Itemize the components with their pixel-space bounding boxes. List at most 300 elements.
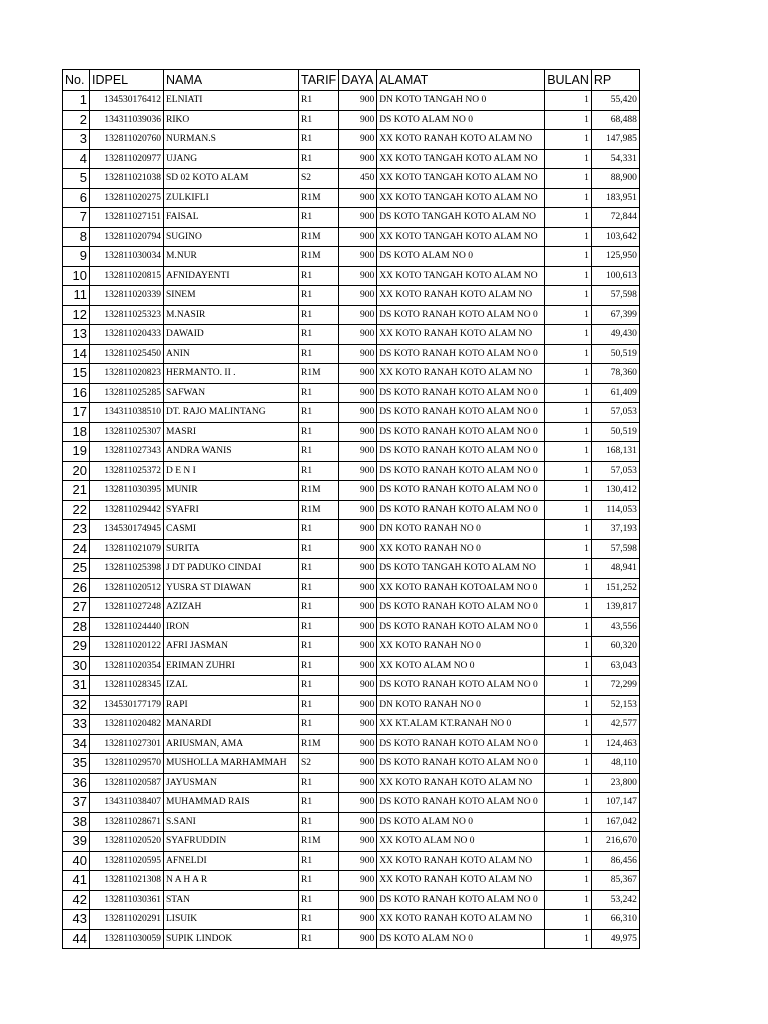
cell-tarif: R1	[299, 578, 339, 598]
cell-no: 23	[63, 520, 90, 540]
cell-no: 27	[63, 598, 90, 618]
cell-nama: S.SANI	[164, 812, 299, 832]
cell-bulan: 1	[545, 169, 592, 189]
cell-tarif: R1	[299, 286, 339, 306]
cell-tarif: R1	[299, 617, 339, 637]
cell-rp: 107,147	[591, 793, 639, 813]
table-row	[63, 188, 640, 208]
cell-bulan: 1	[545, 188, 592, 208]
cell-bulan: 1	[545, 500, 592, 520]
cell-no: 21	[63, 481, 90, 501]
table-row	[63, 773, 640, 793]
cell-bulan: 1	[545, 734, 592, 754]
cell-bulan: 1	[545, 227, 592, 247]
table-row	[63, 890, 640, 910]
cell-no: 37	[63, 793, 90, 813]
table-row	[63, 559, 640, 579]
cell-rp: 125,950	[591, 247, 639, 267]
cell-tarif: S2	[299, 754, 339, 774]
table-row	[63, 344, 640, 364]
cell-bulan: 1	[545, 442, 592, 462]
table-row	[63, 227, 640, 247]
cell-alamat: DS KOTO RANAH KOTO ALAM NO 0	[377, 734, 545, 754]
cell-daya: 900	[339, 188, 377, 208]
cell-bulan: 1	[545, 110, 592, 130]
cell-rp: 72,844	[591, 208, 639, 228]
cell-tarif: R1	[299, 403, 339, 423]
cell-bulan: 1	[545, 325, 592, 345]
cell-tarif: R1	[299, 325, 339, 345]
cell-tarif: R1M	[299, 188, 339, 208]
cell-rp: 52,153	[591, 695, 639, 715]
cell-tarif: R1	[299, 676, 339, 696]
cell-tarif: R1	[299, 130, 339, 150]
cell-alamat: DS KOTO RANAH KOTO ALAM NO 0	[377, 890, 545, 910]
cell-daya: 900	[339, 617, 377, 637]
cell-idpel: 134530174945	[90, 520, 164, 540]
cell-daya: 900	[339, 734, 377, 754]
cell-bulan: 1	[545, 656, 592, 676]
cell-no: 35	[63, 754, 90, 774]
cell-nama: AZIZAH	[164, 598, 299, 618]
cell-no: 20	[63, 461, 90, 481]
cell-rp: 43,556	[591, 617, 639, 637]
cell-idpel: 134311038407	[90, 793, 164, 813]
cell-no: 19	[63, 442, 90, 462]
table-row	[63, 637, 640, 657]
cell-bulan: 1	[545, 929, 592, 949]
cell-bulan: 1	[545, 344, 592, 364]
cell-no: 39	[63, 832, 90, 852]
cell-idpel: 132811021038	[90, 169, 164, 189]
table-row	[63, 403, 640, 423]
cell-bulan: 1	[545, 773, 592, 793]
cell-tarif: R1	[299, 383, 339, 403]
cell-nama: SURITA	[164, 539, 299, 559]
cell-nama: HERMANTO. II .	[164, 364, 299, 384]
cell-daya: 900	[339, 637, 377, 657]
cell-alamat: DS KOTO RANAH KOTO ALAM NO 0	[377, 403, 545, 423]
cell-tarif: R1	[299, 442, 339, 462]
cell-tarif: R1M	[299, 832, 339, 852]
cell-idpel: 132811020823	[90, 364, 164, 384]
cell-nama: SD 02 KOTO ALAM	[164, 169, 299, 189]
cell-daya: 900	[339, 773, 377, 793]
table-row	[63, 539, 640, 559]
cell-bulan: 1	[545, 832, 592, 852]
cell-alamat: DS KOTO RANAH KOTO ALAM NO 0	[377, 305, 545, 325]
cell-idpel: 132811028671	[90, 812, 164, 832]
cell-tarif: R1	[299, 851, 339, 871]
cell-rp: 168,131	[591, 442, 639, 462]
table-row	[63, 929, 640, 949]
cell-daya: 900	[339, 578, 377, 598]
cell-bulan: 1	[545, 266, 592, 286]
cell-no: 32	[63, 695, 90, 715]
cell-tarif: R1	[299, 208, 339, 228]
cell-no: 28	[63, 617, 90, 637]
cell-nama: M.NASIR	[164, 305, 299, 325]
header-rp: RP	[591, 70, 639, 91]
cell-alamat: DS KOTO RANAH KOTO ALAM NO 0	[377, 461, 545, 481]
cell-daya: 900	[339, 695, 377, 715]
cell-daya: 900	[339, 442, 377, 462]
table-row	[63, 871, 640, 891]
cell-nama: AFNIDAYENTI	[164, 266, 299, 286]
cell-idpel: 132811030059	[90, 929, 164, 949]
cell-nama: SYAFRUDDIN	[164, 832, 299, 852]
cell-nama: MASRI	[164, 422, 299, 442]
cell-bulan: 1	[545, 539, 592, 559]
cell-alamat: XX KOTO RANAH KOTO ALAM NO	[377, 130, 545, 150]
cell-no: 6	[63, 188, 90, 208]
cell-bulan: 1	[545, 91, 592, 111]
cell-daya: 900	[339, 286, 377, 306]
cell-bulan: 1	[545, 676, 592, 696]
cell-idpel: 132811020815	[90, 266, 164, 286]
cell-alamat: DS KOTO RANAH KOTO ALAM NO 0	[377, 598, 545, 618]
header-row	[63, 70, 640, 91]
cell-bulan: 1	[545, 208, 592, 228]
cell-alamat: XX KOTO RANAH KOTOALAM NO 0	[377, 578, 545, 598]
cell-tarif: S2	[299, 169, 339, 189]
cell-tarif: R1	[299, 656, 339, 676]
cell-idpel: 134311038510	[90, 403, 164, 423]
cell-daya: 900	[339, 208, 377, 228]
cell-no: 40	[63, 851, 90, 871]
cell-alamat: DN KOTO TANGAH NO 0	[377, 91, 545, 111]
cell-bulan: 1	[545, 812, 592, 832]
cell-idpel: 132811020977	[90, 149, 164, 169]
cell-idpel: 132811020122	[90, 637, 164, 657]
cell-nama: SUGINO	[164, 227, 299, 247]
cell-no: 2	[63, 110, 90, 130]
cell-nama: MANARDI	[164, 715, 299, 735]
cell-bulan: 1	[545, 247, 592, 267]
cell-nama: JAYUSMAN	[164, 773, 299, 793]
cell-alamat: DS KOTO ALAM NO 0	[377, 110, 545, 130]
cell-rp: 147,985	[591, 130, 639, 150]
table-row	[63, 656, 640, 676]
cell-tarif: R1	[299, 812, 339, 832]
cell-bulan: 1	[545, 559, 592, 579]
cell-idpel: 132811021079	[90, 539, 164, 559]
cell-idpel: 132811021308	[90, 871, 164, 891]
cell-daya: 900	[339, 715, 377, 735]
table-row	[63, 461, 640, 481]
cell-tarif: R1	[299, 110, 339, 130]
cell-idpel: 132811029442	[90, 500, 164, 520]
cell-daya: 900	[339, 403, 377, 423]
header-tarif: TARIF	[299, 70, 339, 91]
cell-daya: 900	[339, 851, 377, 871]
cell-no: 41	[63, 871, 90, 891]
cell-rp: 50,519	[591, 344, 639, 364]
cell-no: 3	[63, 130, 90, 150]
cell-daya: 900	[339, 481, 377, 501]
table-row	[63, 520, 640, 540]
cell-rp: 216,670	[591, 832, 639, 852]
cell-nama: DT. RAJO MALINTANG	[164, 403, 299, 423]
cell-no: 31	[63, 676, 90, 696]
table-row	[63, 91, 640, 111]
cell-idpel: 132811020339	[90, 286, 164, 306]
cell-tarif: R1	[299, 793, 339, 813]
cell-nama: ANIN	[164, 344, 299, 364]
cell-alamat: DS KOTO RANAH KOTO ALAM NO 0	[377, 676, 545, 696]
cell-alamat: XX KOTO RANAH KOTO ALAM NO	[377, 851, 545, 871]
cell-tarif: R1M	[299, 227, 339, 247]
cell-nama: YUSRA ST DIAWAN	[164, 578, 299, 598]
table-row	[63, 578, 640, 598]
cell-alamat: XX KOTO ALAM NO 0	[377, 656, 545, 676]
table-row	[63, 364, 640, 384]
table-row	[63, 325, 640, 345]
cell-alamat: XX KOTO TANGAH KOTO ALAM NO	[377, 149, 545, 169]
cell-idpel: 134530176412	[90, 91, 164, 111]
cell-no: 34	[63, 734, 90, 754]
cell-rp: 72,299	[591, 676, 639, 696]
cell-daya: 900	[339, 559, 377, 579]
cell-rp: 63,043	[591, 656, 639, 676]
cell-bulan: 1	[545, 286, 592, 306]
cell-bulan: 1	[545, 520, 592, 540]
cell-idpel: 132811028345	[90, 676, 164, 696]
cell-nama: SYAFRI	[164, 500, 299, 520]
cell-alamat: DS KOTO RANAH KOTO ALAM NO 0	[377, 481, 545, 501]
cell-daya: 900	[339, 598, 377, 618]
table-row	[63, 754, 640, 774]
cell-daya: 900	[339, 91, 377, 111]
cell-alamat: DS KOTO RANAH KOTO ALAM NO 0	[377, 793, 545, 813]
cell-rp: 48,110	[591, 754, 639, 774]
cell-idpel: 132811027301	[90, 734, 164, 754]
customer-table	[62, 69, 640, 949]
cell-rp: 55,420	[591, 91, 639, 111]
cell-no: 4	[63, 149, 90, 169]
cell-idpel: 134311039036	[90, 110, 164, 130]
table-row	[63, 169, 640, 189]
cell-daya: 900	[339, 422, 377, 442]
cell-daya: 900	[339, 461, 377, 481]
cell-nama: AFNELDI	[164, 851, 299, 871]
cell-idpel: 132811025372	[90, 461, 164, 481]
cell-nama: MUSHOLLA MARHAMMAH	[164, 754, 299, 774]
cell-alamat: DN KOTO RANAH NO 0	[377, 520, 545, 540]
cell-alamat: DS KOTO RANAH KOTO ALAM NO 0	[377, 617, 545, 637]
cell-idpel: 132811020275	[90, 188, 164, 208]
cell-nama: IZAL	[164, 676, 299, 696]
cell-daya: 900	[339, 227, 377, 247]
cell-bulan: 1	[545, 461, 592, 481]
cell-bulan: 1	[545, 481, 592, 501]
cell-daya: 900	[339, 929, 377, 949]
table-row	[63, 422, 640, 442]
cell-bulan: 1	[545, 851, 592, 871]
cell-nama: ERIMAN ZUHRI	[164, 656, 299, 676]
cell-idpel: 132811027343	[90, 442, 164, 462]
cell-daya: 900	[339, 266, 377, 286]
cell-nama: RIKO	[164, 110, 299, 130]
cell-idpel: 132811030395	[90, 481, 164, 501]
cell-nama: LISUIK	[164, 910, 299, 930]
cell-bulan: 1	[545, 754, 592, 774]
cell-alamat: XX KOTO TANGAH KOTO ALAM NO	[377, 227, 545, 247]
cell-rp: 66,310	[591, 910, 639, 930]
cell-bulan: 1	[545, 598, 592, 618]
cell-no: 10	[63, 266, 90, 286]
table-row	[63, 617, 640, 637]
cell-rp: 60,320	[591, 637, 639, 657]
cell-alamat: XX KOTO RANAH KOTO ALAM NO	[377, 286, 545, 306]
cell-daya: 900	[339, 754, 377, 774]
cell-alamat: XX KOTO RANAH KOTO ALAM NO	[377, 910, 545, 930]
cell-nama: ARIUSMAN, AMA	[164, 734, 299, 754]
cell-no: 15	[63, 364, 90, 384]
cell-daya: 900	[339, 656, 377, 676]
cell-nama: DAWAID	[164, 325, 299, 345]
cell-rp: 53,242	[591, 890, 639, 910]
cell-idpel: 132811030361	[90, 890, 164, 910]
cell-tarif: R1	[299, 461, 339, 481]
cell-no: 17	[63, 403, 90, 423]
cell-daya: 900	[339, 247, 377, 267]
cell-bulan: 1	[545, 422, 592, 442]
cell-no: 42	[63, 890, 90, 910]
table-row	[63, 266, 640, 286]
cell-alamat: DS KOTO RANAH KOTO ALAM NO 0	[377, 383, 545, 403]
cell-daya: 900	[339, 539, 377, 559]
table-row	[63, 910, 640, 930]
cell-idpel: 132811020354	[90, 656, 164, 676]
cell-bulan: 1	[545, 890, 592, 910]
table-row	[63, 149, 640, 169]
cell-idpel: 132811020794	[90, 227, 164, 247]
cell-no: 38	[63, 812, 90, 832]
cell-tarif: R1	[299, 929, 339, 949]
cell-rp: 54,331	[591, 149, 639, 169]
table-row	[63, 715, 640, 735]
cell-daya: 900	[339, 149, 377, 169]
cell-alamat: DS KOTO RANAH KOTO ALAM NO 0	[377, 500, 545, 520]
cell-nama: FAISAL	[164, 208, 299, 228]
cell-rp: 151,252	[591, 578, 639, 598]
cell-tarif: R1	[299, 773, 339, 793]
cell-rp: 49,975	[591, 929, 639, 949]
cell-rp: 57,053	[591, 403, 639, 423]
cell-bulan: 1	[545, 364, 592, 384]
cell-rp: 61,409	[591, 383, 639, 403]
cell-nama: ELNIATI	[164, 91, 299, 111]
cell-alamat: DS KOTO RANAH KOTO ALAM NO 0	[377, 344, 545, 364]
cell-alamat: XX KOTO RANAH NO 0	[377, 637, 545, 657]
cell-no: 13	[63, 325, 90, 345]
cell-tarif: R1M	[299, 500, 339, 520]
table-row	[63, 305, 640, 325]
cell-alamat: DS KOTO ALAM NO 0	[377, 929, 545, 949]
table-body	[63, 91, 640, 949]
cell-alamat: DS KOTO ALAM NO 0	[377, 812, 545, 832]
cell-nama: CASMI	[164, 520, 299, 540]
cell-rp: 85,367	[591, 871, 639, 891]
cell-rp: 100,613	[591, 266, 639, 286]
table-row	[63, 442, 640, 462]
cell-idpel: 132811024440	[90, 617, 164, 637]
cell-idpel: 132811030034	[90, 247, 164, 267]
cell-daya: 900	[339, 325, 377, 345]
cell-rp: 23,800	[591, 773, 639, 793]
cell-alamat: XX KOTO RANAH KOTO ALAM NO	[377, 871, 545, 891]
cell-rp: 88,900	[591, 169, 639, 189]
cell-tarif: R1M	[299, 247, 339, 267]
table-row	[63, 832, 640, 852]
cell-idpel: 132811027248	[90, 598, 164, 618]
cell-no: 9	[63, 247, 90, 267]
cell-idpel: 132811027151	[90, 208, 164, 228]
header-daya: DAYA	[339, 70, 377, 91]
cell-no: 14	[63, 344, 90, 364]
cell-alamat: XX KT.ALAM KT.RANAH NO 0	[377, 715, 545, 735]
cell-idpel: 132811020433	[90, 325, 164, 345]
cell-tarif: R1M	[299, 364, 339, 384]
cell-bulan: 1	[545, 578, 592, 598]
header-bulan: BULAN	[545, 70, 592, 91]
table-row	[63, 851, 640, 871]
cell-daya: 900	[339, 890, 377, 910]
table-row	[63, 110, 640, 130]
cell-tarif: R1	[299, 422, 339, 442]
cell-daya: 900	[339, 110, 377, 130]
cell-bulan: 1	[545, 403, 592, 423]
cell-nama: MUNIR	[164, 481, 299, 501]
cell-no: 12	[63, 305, 90, 325]
cell-no: 1	[63, 91, 90, 111]
table-row	[63, 500, 640, 520]
cell-nama: J DT PADUKO CINDAI	[164, 559, 299, 579]
table-row	[63, 286, 640, 306]
cell-tarif: R1	[299, 637, 339, 657]
cell-bulan: 1	[545, 383, 592, 403]
cell-nama: SAFWAN	[164, 383, 299, 403]
cell-daya: 900	[339, 383, 377, 403]
cell-daya: 450	[339, 169, 377, 189]
cell-no: 8	[63, 227, 90, 247]
cell-nama: STAN	[164, 890, 299, 910]
cell-nama: ZULKIFLI	[164, 188, 299, 208]
cell-rp: 48,941	[591, 559, 639, 579]
cell-no: 18	[63, 422, 90, 442]
cell-bulan: 1	[545, 715, 592, 735]
cell-daya: 900	[339, 344, 377, 364]
cell-daya: 900	[339, 793, 377, 813]
cell-bulan: 1	[545, 149, 592, 169]
cell-alamat: XX KOTO TANGAH KOTO ALAM NO	[377, 188, 545, 208]
cell-nama: NURMAN.S	[164, 130, 299, 150]
cell-nama: SINEM	[164, 286, 299, 306]
table-header	[63, 70, 640, 91]
cell-bulan: 1	[545, 793, 592, 813]
cell-nama: SUPIK LINDOK	[164, 929, 299, 949]
cell-idpel: 132811020512	[90, 578, 164, 598]
cell-no: 16	[63, 383, 90, 403]
cell-idpel: 132811020587	[90, 773, 164, 793]
cell-tarif: R1	[299, 344, 339, 364]
cell-rp: 124,463	[591, 734, 639, 754]
cell-idpel: 132811025323	[90, 305, 164, 325]
table-row	[63, 676, 640, 696]
cell-tarif: R1	[299, 695, 339, 715]
table-row	[63, 481, 640, 501]
